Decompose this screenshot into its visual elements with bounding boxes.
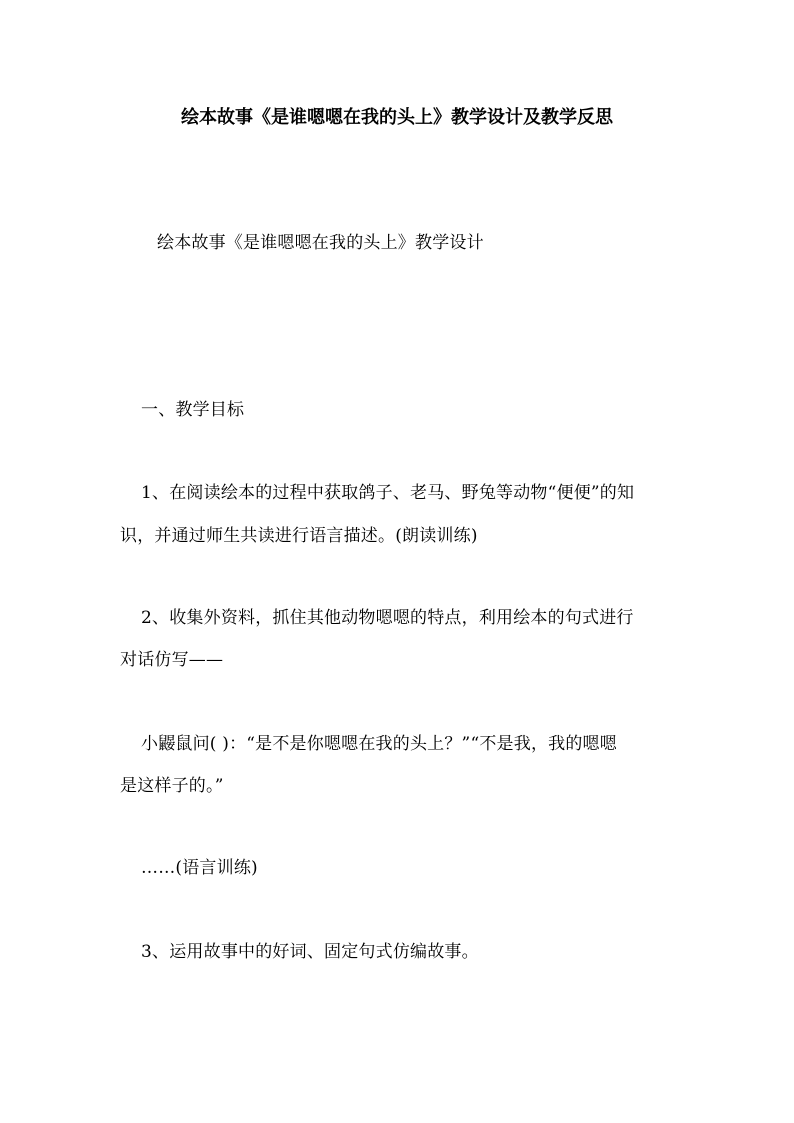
section-heading: 一、教学目标 <box>141 400 245 420</box>
goal-1-line-2: 识，并通过师生共读进行语言描述。(朗读训练) <box>120 526 478 546</box>
goal-3: 3、运用故事中的好词、固定句式仿编故事。 <box>141 942 479 962</box>
document-subtitle: 绘本故事《是谁嗯嗯在我的头上》教学设计 <box>157 233 484 253</box>
example-line-2: 是这样子的。” <box>120 776 224 796</box>
goal-2-line-1: 2、收集外资料，抓住其他动物嗯嗯的特点，利用绘本的句式进行 <box>141 608 634 628</box>
ellipsis-line: ……(语言训练) <box>141 858 258 878</box>
goal-2-line-2: 对话仿写—— <box>120 650 224 670</box>
example-line-1: 小鼹鼠问( )：“是不是你嗯嗯在我的头上？”“不是我，我的嗯嗯 <box>141 734 617 754</box>
goal-1-line-1: 1、在阅读绘本的过程中获取鸽子、老马、野兔等动物“便便”的知 <box>141 483 635 503</box>
document-title: 绘本故事《是谁嗯嗯在我的头上》教学设计及教学反思 <box>181 107 613 128</box>
